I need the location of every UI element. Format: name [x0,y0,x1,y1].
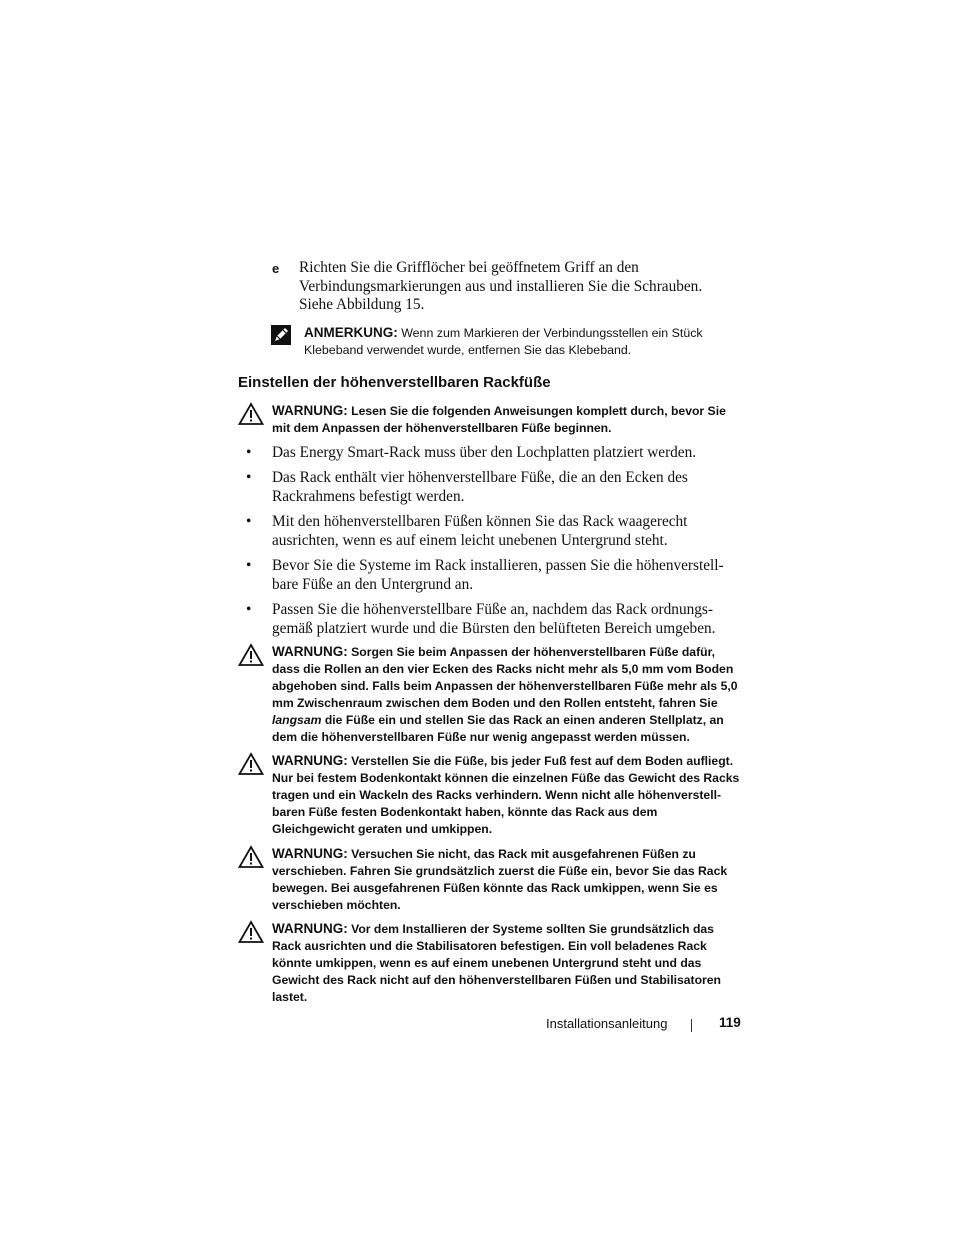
warning-body-a: Sorgen Sie beim Anpassen der höhenverstellbaren Füße dafür, dass die Rollen an den vier Ecken des Racks nicht mehr als 5,0 mm vom Boden abgehoben sind. Falls beim Anpassen der höhenverstellbaren Füße mehr als 5,0 mm Zwischenraum zwischen dem Boden und den Rollen entsteht, fahren Sie [272,645,738,710]
warning-triangle-icon [238,643,264,667]
warning-text [272,643,742,746]
note-pencil-icon [270,324,292,346]
note-text [304,324,744,359]
warning-body: Versuchen Sie nicht, das Rack mit ausgefahrenen Füßen zu verschieben. Fahren Sie grundsätzlich zuerst die Füße ein, bevor Sie das Rack bewegen. Bei ausgefahrenen Füßen könnte das Rack umkippen, wenn Sie es verschieben möchten. [272,847,728,912]
warning-text [272,402,742,437]
bullet-list [246,443,746,638]
step-letter: e [272,261,280,276]
warning-text [272,920,742,1006]
warning-text [272,752,742,838]
warning-triangle-icon [238,752,264,776]
section-heading: Einstellen der höhenverstellbaren Rackfüße [238,374,551,391]
list-item: • Bevor Sie die Systeme im Rack installieren, passen Sie die höhenverstell-bare Füße an den Untergrund an. [246,556,746,594]
warning-emphasis: langsam [272,713,322,727]
warning-body-b: die Füße ein und stellen Sie das Rack an einen anderen Stellplatz, an dem die höhenverstellbaren Füße nur wenig angepasst werden müssen. [272,713,724,744]
warning-label: WARNUNG: [272,753,348,768]
note-label: ANMERKUNG: [304,325,398,340]
warning-triangle-icon [238,402,264,426]
list-item: • Das Rack enthält vier höhenverstellbare Füße, die an den Ecken des Rackrahmens befestigt werden. [246,468,746,506]
warning-label: WARNUNG: [272,846,348,861]
warning-body: Verstellen Sie die Füße, bis jeder Fuß fest auf dem Boden aufliegt. Nur bei festem Bodenkontakt können die einzelnen Füße das Gewicht des Racks tragen und ein Wackeln des Racks verhindern. Wenn nicht alle höhenverstell-baren Füße festen Bodenkontakt haben, könnte das Rack aus dem Gleichgewicht geraten und umkippen. [272,754,740,836]
list-item: • Mit den höhenverstellbaren Füßen können Sie das Rack waagerecht ausrichten, wenn es auf einem leicht unebenen Untergrund steht. [246,512,746,550]
warning-triangle-icon [238,845,264,869]
warning-label: WARNUNG: [272,644,348,659]
footer-label: Installationsanleitung [546,1016,668,1031]
page-number: 119 [719,1015,741,1030]
warning-label: WARNUNG: [272,921,348,936]
warning-text [272,845,742,914]
warning-triangle-icon [238,920,264,944]
note-body: Wenn zum Markieren der Verbindungsstellen ein Stück Klebeband verwendet wurde, entfernen Sie das Klebeband. [304,326,703,357]
list-item: • Das Energy Smart-Rack muss über den Lochplatten platziert werden. [246,443,746,462]
list-item: • Passen Sie die höhenverstellbare Füße an, nachdem das Rack ordnungs-gemäß platziert wurde und die Bürsten den belüfteten Bereich umgeben. [246,600,746,638]
step-text: Richten Sie die Grifflöcher bei geöffnetem Griff an den Verbindungsmarkierungen aus und installieren Sie die Schrauben. Siehe Abbildung 15. [299,259,703,314]
warning-body: Vor dem Installieren der Systeme sollten Sie grundsätzlich das Rack ausrichten und die Stabilisatoren befestigen. Ein voll beladenes Rack könnte umkippen, wenn es auf einem unebenen Untergrund steht und das Gewicht des Rack nicht auf den höhenverstellbaren Füßen und Stabilisatoren lastet. [272,922,721,1004]
warning-body: Lesen Sie die folgenden Anweisungen komplett durch, bevor Sie mit dem Anpassen der höhenverstellbaren Füße beginnen. [272,404,726,435]
footer-separator [691,1019,692,1032]
warning-label: WARNUNG: [272,403,348,418]
